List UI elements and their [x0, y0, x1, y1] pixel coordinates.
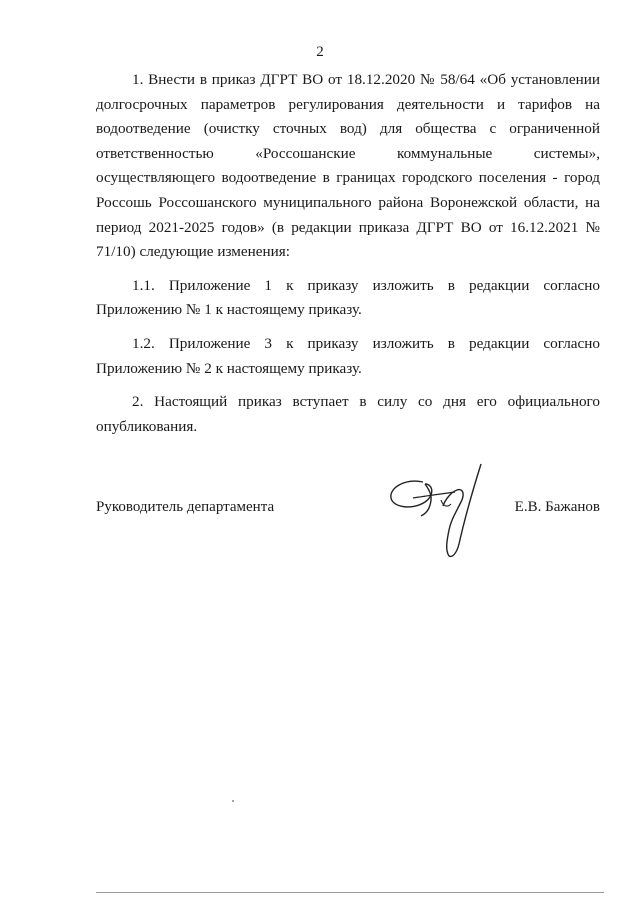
signatory-name: Е.В. Бажанов: [514, 499, 600, 515]
scan-edge-line: [96, 892, 604, 893]
paragraph-effective: 2. Настоящий приказ вступает в силу со дня его официального опубликования.: [96, 393, 600, 435]
order-body: [96, 68, 600, 439]
paragraph-appendix-1: 1.1. Приложение 1 к приказу изложить в редакции согласно Приложению № 1 к настоящему приказу.: [96, 276, 600, 319]
paragraph-amendment: 1. Внести в приказ ДГРТ ВО от 18.12.2020 № 58/64 «Об установлении долгосрочных параметров регулирования деятельности и тарифов на водоотведение (очистку сточных вод) для общества с ограниченной ответственностью «Россошанские коммунальные системы», осуществляющего водоотведение в границах городского поселения - город Россошь Россошанского муниципального района Воронежской области, на период 2021-2025 годов» (в редакции приказа ДГРТ ВО от 16.12.2021 № 71/10) следующие изменения:: [96, 71, 600, 261]
signature-block: [96, 497, 600, 517]
signatory-role: Руководитель департамента: [96, 499, 275, 515]
scan-speck: [232, 800, 234, 802]
paragraph-appendix-3: 1.2. Приложение 3 к приказу изложить в редакции согласно Приложению № 2 к настоящему приказу.: [96, 334, 600, 377]
page-number: 2: [316, 44, 324, 60]
handwritten-signature: [385, 460, 495, 560]
